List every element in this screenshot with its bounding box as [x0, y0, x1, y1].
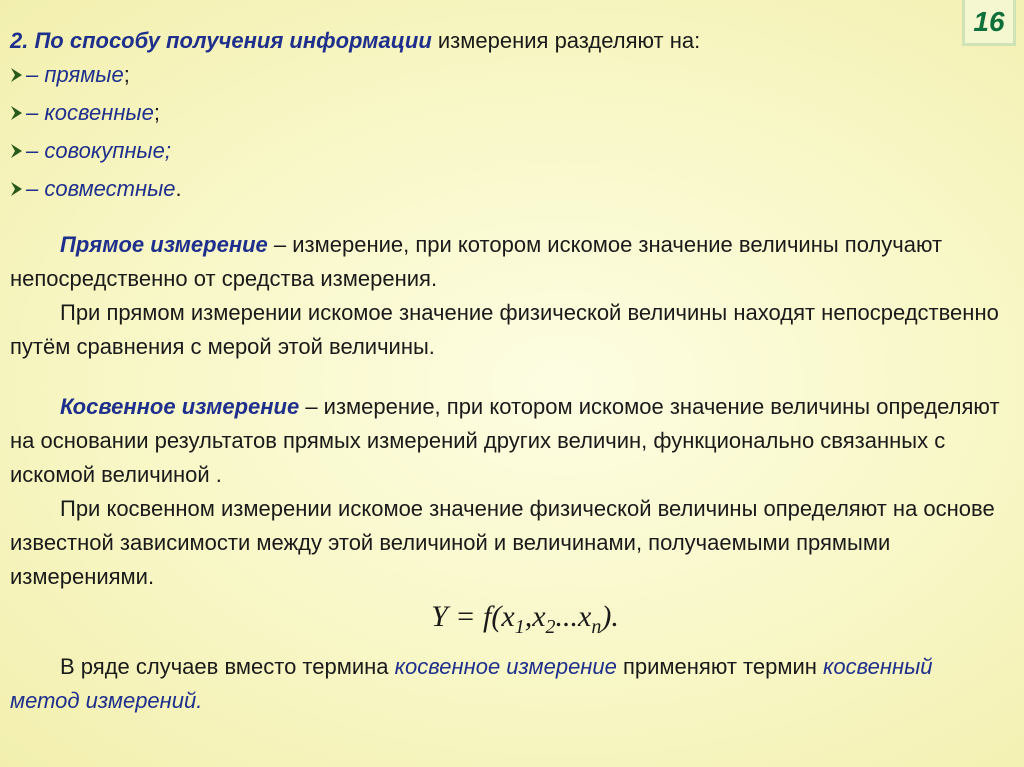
bullet-text: – косвенные — [26, 100, 154, 125]
indirect-term: Косвенное измерение — [60, 394, 300, 419]
indirect-definition-text: – измерение, при котором искомое значение величины определяют на основании результатов прямых измерений других величин, функционально связанных с искомой величиной . — [10, 394, 1000, 487]
bullet-text: – совокупные; — [26, 138, 171, 163]
closing-note — [10, 650, 1000, 718]
indirect-explanation: При косвенном измерении искомое значение физической величины определяют на основе известной зависимости между этой величиной и величинами, получаемыми прямыми измерениями. — [10, 496, 995, 589]
formula-mid-2: ...x — [555, 600, 592, 633]
bullet-punct: ; — [153, 100, 160, 125]
list-item — [10, 94, 1000, 132]
heading-lead: 2. По способу получения информации — [10, 28, 432, 53]
list-item — [10, 132, 1000, 170]
bullet-text: – совместные — [26, 176, 176, 201]
measurement-types-list — [10, 56, 1000, 208]
list-item — [10, 56, 1000, 94]
formula-mid-1: ,x — [524, 600, 546, 633]
formula-sub-1: 1 — [514, 616, 525, 638]
bullet-punct: ; — [123, 62, 130, 87]
section-heading — [10, 26, 1000, 56]
direct-definition-text: – измерение, при котором искомое значение величины получают непосредственно от средства измерения. — [10, 232, 943, 291]
formula-sub-n: n — [591, 616, 602, 638]
heading-rest: измерения разделяют на: — [431, 28, 701, 53]
arrow-bullet-icon — [10, 66, 24, 84]
formula-prefix: Y = f(x — [431, 600, 515, 633]
formula-suffix: ). — [601, 600, 619, 633]
closing-part-2: применяют термин — [616, 654, 824, 679]
closing-term-1: косвенное измерение — [394, 654, 617, 679]
direct-term: Прямое измерение — [60, 232, 268, 257]
arrow-bullet-icon — [10, 142, 24, 160]
direct-definition — [10, 228, 1000, 296]
bullet-punct: . — [175, 176, 182, 201]
arrow-bullet-icon — [10, 180, 24, 198]
list-item — [10, 170, 1000, 208]
indirect-formula — [10, 594, 1000, 640]
bullet-text: – прямые — [26, 62, 124, 87]
closing-part-1: В ряде случаев вместо термина — [60, 654, 395, 679]
formula-sub-2: 2 — [545, 616, 556, 638]
slide-content — [10, 26, 1000, 718]
direct-explanation: При прямом измерении искомое значение физической величины находят непосредственно путём сравнения с мерой этой величины. — [10, 300, 999, 359]
closing-term-2: косвенный метод измерений. — [10, 654, 933, 713]
indirect-definition — [10, 390, 1000, 492]
page-number-text: 16 — [973, 5, 1005, 37]
arrow-bullet-icon — [10, 104, 24, 122]
